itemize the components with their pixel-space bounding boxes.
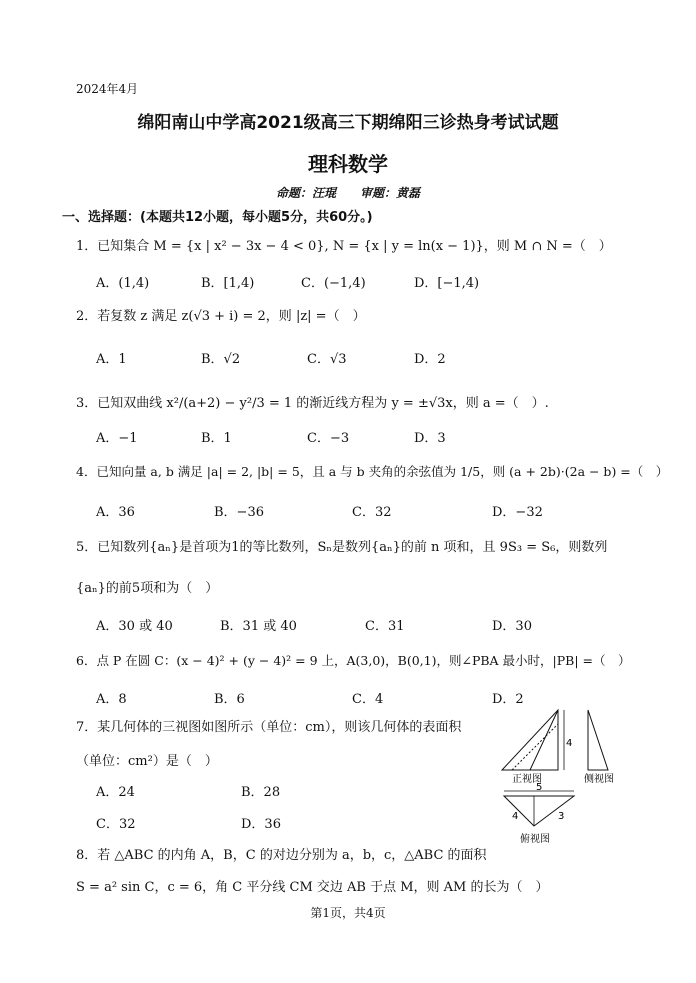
dim-5-label: 5 [536,782,543,793]
front-view-label: 正视图 [512,774,542,785]
question-1-stem: 1．已知集合 M = {x | x² − 3x − 4 < 0}, N = {x | y = ln(x − 1)}，则 M ∩ N =（ ） [76,239,612,254]
top-view-label: 俯视图 [520,834,550,845]
q4-option-a: A．36 [96,505,135,520]
exam-title: 绵阳南山中学高2021级高三下期绵阳三诊热身考试试题 [137,113,559,133]
q5-option-b: B．31 或 40 [220,619,297,634]
q1-option-c: C．(−1,4) [301,276,366,291]
q2-option-a: A．1 [96,352,127,367]
q3-option-c: C．−3 [307,431,350,446]
exam-date: 2024年4月 [76,82,139,96]
authors: 命题：汪琨 审题：黄磊 [275,186,420,200]
q6-option-d: D．2 [492,692,524,707]
page-footer: 第1页，共4页 [310,906,386,920]
q5-option-d: D．30 [492,619,532,634]
three-view-figure [490,706,614,848]
q6-option-b: B．6 [214,692,245,707]
q7-option-c: C．32 [96,817,136,832]
q3-option-b: B．1 [201,431,232,446]
q6-option-a: A．8 [96,692,127,707]
subject-title: 理科数学 [308,152,388,176]
question-8-stem-cont: S = a² sin C，c = 6，角 C 平分线 CM 交边 AB 于点 M，则 AM 的长为（ ） [76,880,549,895]
q3-option-a: A．−1 [96,431,138,446]
side-view [588,710,608,770]
section-heading: 一、选择题：(本题共12小题，每小题5分，共60分。) [62,210,373,225]
q1-option-b: B．[1,4) [201,276,255,291]
question-5-stem-cont: {aₙ}的前5项和为（ ） [76,581,219,596]
q1-option-d: D．[−1,4) [414,276,480,291]
q2-option-d: D．2 [414,352,446,367]
q1-option-a: A．(1,4) [96,276,150,291]
dim-4-label: 4 [566,738,573,749]
question-7-stem-cont: （单位：cm²）是（ ） [76,754,218,769]
q5-option-c: C．31 [365,619,405,634]
q7-option-d: D．36 [241,817,281,832]
question-3-stem: 3．已知双曲线 x²/(a+2) − y²/3 = 1 的渐近线方程为 y = ±√3x，则 a =（ ）. [76,396,549,411]
q2-option-c: C．√3 [307,352,347,367]
question-2-stem: 2．若复数 z 满足 z(√3 + i) = 2，则 |z| =（ ） [76,309,366,324]
q7-option-a: A．24 [96,785,135,800]
q5-option-a: A．30 或 40 [96,619,173,634]
q3-option-d: D．3 [414,431,446,446]
front-view [502,710,558,770]
question-5-stem: 5．已知数列{aₙ}是首项为1的等比数列，Sₙ是数列{aₙ}的前 n 项和，且 9S₃ = S₆，则数列 [76,540,608,555]
q7-option-b: B．28 [241,785,281,800]
question-6-stem: 6．点 P 在圆 C：(x − 4)² + (y − 4)² = 9 上，A(3,0)，B(0,1)，则∠PBA 最小时，|PB| =（ ） [76,653,631,668]
dim-3-label: 3 [558,811,565,822]
q2-option-b: B．√2 [201,352,241,367]
dim-4b-label: 4 [512,811,519,822]
question-4-stem: 4．已知向量 a, b 满足 |a| = 2, |b| = 5，且 a 与 b 夹角的余弦值为 1/5，则 (a + 2b)·(2a − b) =（ ） [76,464,669,479]
question-8-stem: 8．若 △ABC 的内角 A，B，C 的对边分别为 a，b，c，△ABC 的面积 [76,848,487,863]
q4-option-d: D．−32 [492,505,543,520]
q4-option-b: B．−36 [214,505,264,520]
q4-option-c: C．32 [352,505,392,520]
q6-option-c: C．4 [352,692,384,707]
side-view-label: 侧视图 [584,774,614,785]
question-7-stem: 7．某几何体的三视图如图所示（单位：cm），则该几何体的表面积 [76,720,462,735]
